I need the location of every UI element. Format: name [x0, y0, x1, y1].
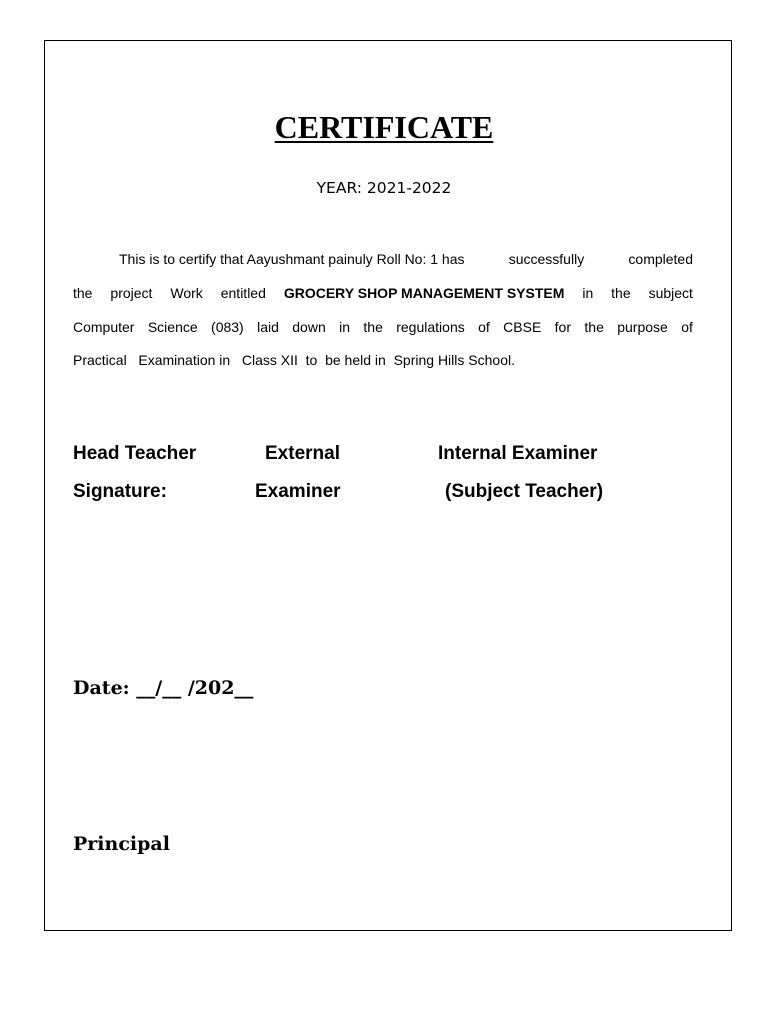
certificate-year: YEAR: 2021-2022 — [316, 179, 452, 197]
project-title: GROCERY SHOP MANAGEMENT SYSTEM — [283, 285, 565, 301]
paragraph-word: the — [73, 285, 93, 301]
paragraph-word: project — [110, 285, 153, 301]
paragraph-word: of — [681, 319, 693, 335]
paragraph-word: entitled — [220, 285, 266, 301]
external-examiner-label: External — [265, 443, 340, 464]
head-teacher-signature-label: Signature: — [73, 481, 167, 502]
paragraph-word: down — [292, 319, 326, 335]
certificate-title: CERTIFICATE — [274, 109, 494, 145]
internal-examiner-label: Internal Examiner — [438, 443, 598, 464]
paragraph-word: the — [363, 319, 383, 335]
paragraph-word: Work — [170, 285, 203, 301]
paragraph-word: (083) — [211, 319, 244, 335]
paragraph-line-4: Practical Examination in Class XII to be held in Spring Hills School. — [73, 352, 515, 368]
paragraph-word: for — [554, 319, 572, 335]
paragraph-line-2 — [73, 283, 693, 303]
paragraph-word: Science — [147, 319, 198, 335]
paragraph-word: subject — [648, 285, 693, 301]
paragraph-word: in — [339, 319, 351, 335]
paragraph-word: CBSE — [503, 319, 542, 335]
paragraph-word: the — [584, 319, 604, 335]
paragraph-line-3 — [73, 317, 693, 337]
head-teacher-label: Head Teacher — [73, 443, 197, 464]
paragraph-text: completed — [628, 251, 693, 267]
paragraph-word: in — [582, 285, 594, 301]
date-field: Date: __/__ /202__ — [73, 677, 254, 699]
subject-teacher-label: (Subject Teacher) — [445, 481, 604, 502]
paragraph-word: laid — [257, 319, 279, 335]
paragraph-word: of — [478, 319, 490, 335]
principal-label: Principal — [73, 833, 170, 855]
paragraph-text: successfully — [508, 251, 585, 267]
paragraph-word: Computer — [73, 319, 135, 335]
paragraph-word: regulations — [396, 319, 465, 335]
external-examiner-label-line2: Examiner — [255, 481, 341, 502]
paragraph-line-1 — [73, 249, 693, 269]
paragraph-word: purpose — [617, 319, 668, 335]
paragraph-word: the — [611, 285, 631, 301]
paragraph-text: This is to certify that Aayushmant painuly Roll No: 1 has — [119, 251, 465, 267]
